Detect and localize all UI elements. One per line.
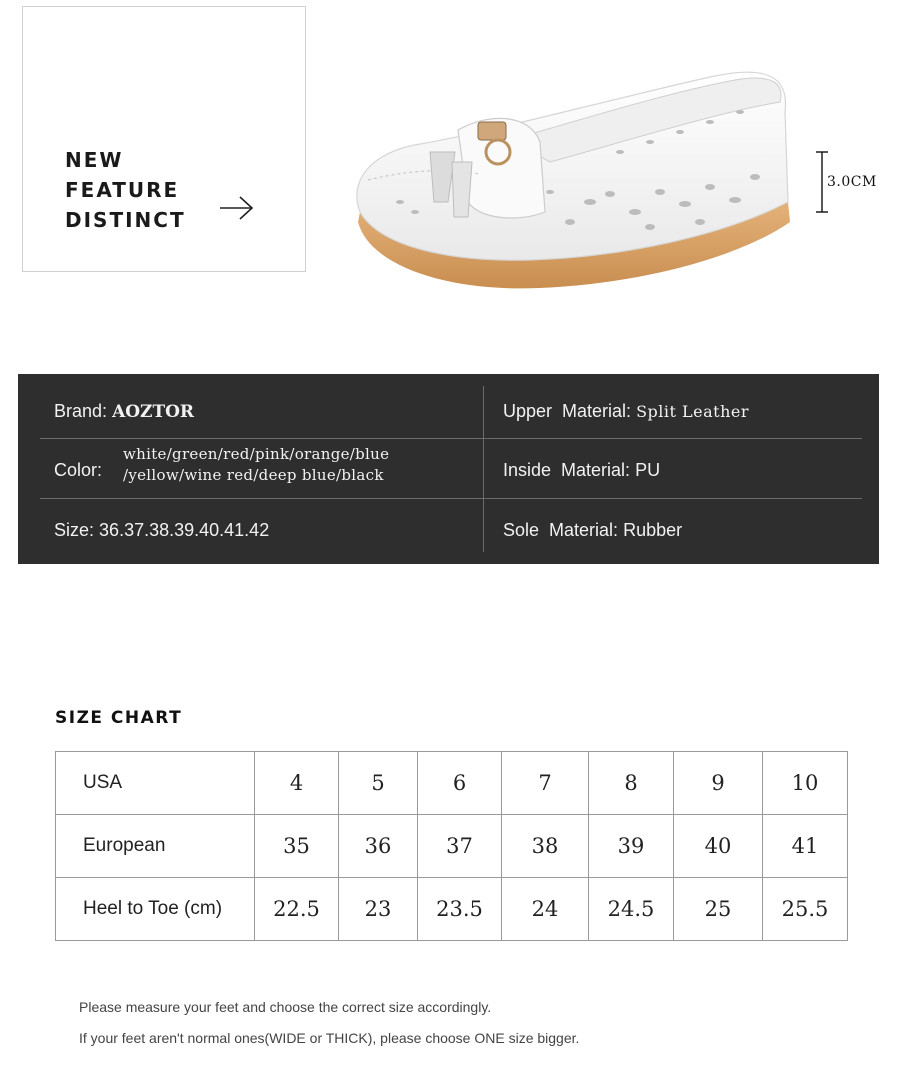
- spec-divider: [40, 498, 862, 499]
- table-cell: 23: [339, 878, 418, 941]
- table-cell: 39: [589, 815, 674, 878]
- table-cell: 8: [589, 752, 674, 815]
- spec-divider: [40, 438, 862, 439]
- brand-value: AOZTOR: [112, 402, 195, 422]
- color-key-label: Color:: [54, 460, 103, 480]
- table-cell: 4: [255, 752, 339, 815]
- feature-line-feature: FEATURE: [65, 178, 180, 202]
- table-cell: 23.5: [418, 878, 502, 941]
- table-cell: 7: [502, 752, 589, 815]
- table-cell: 24.5: [589, 878, 674, 941]
- inside-material-value: PU: [635, 460, 661, 480]
- table-cell: 22.5: [255, 878, 339, 941]
- size-note-bigger: If your feet aren't normal ones(WIDE or THICK), please choose ONE size bigger.: [79, 1030, 580, 1046]
- spec-column-divider: [483, 386, 484, 552]
- table-cell: 37: [418, 815, 502, 878]
- row-label-heel-to-toe: Heel to Toe (cm): [56, 878, 255, 941]
- color-value-line: white/green/red/pink/orange/blue: [123, 445, 390, 463]
- upper-material-spec: [503, 401, 749, 422]
- shoe-image: [340, 52, 810, 304]
- color-value-line: /yellow/wine red/deep blue/black: [123, 466, 384, 484]
- feature-heading: [65, 145, 186, 235]
- table-cell: 25: [674, 878, 763, 941]
- color-key: [54, 460, 102, 481]
- table-cell: 10: [763, 752, 848, 815]
- table-row: [56, 878, 848, 941]
- sole-material-value: Rubber: [623, 520, 683, 540]
- heel-height-label: 3.0CM: [827, 174, 877, 190]
- table-cell: 5: [339, 752, 418, 815]
- sole-material-key: Sole Material:: [503, 520, 619, 540]
- table-cell: 25.5: [763, 878, 848, 941]
- size-key: Size:: [54, 520, 95, 540]
- upper-material-key: Upper Material:: [503, 401, 632, 421]
- size-spec: [54, 520, 269, 541]
- table-cell: 40: [674, 815, 763, 878]
- size-chart-title: SIZE CHART: [55, 708, 183, 728]
- table-cell: 9: [674, 752, 763, 815]
- size-note-measure: Please measure your feet and choose the correct size accordingly.: [79, 999, 492, 1015]
- table-row: [56, 752, 848, 815]
- color-value: [123, 444, 389, 486]
- upper-material-value: Split Leather: [636, 402, 750, 421]
- table-cell: 41: [763, 815, 848, 878]
- row-label-european: European: [56, 815, 255, 878]
- feature-line-new: NEW: [65, 148, 124, 172]
- spec-panel: [18, 374, 879, 564]
- arrow-right-icon: [219, 195, 255, 221]
- size-value: 36.37.38.39.40.41.42: [99, 520, 270, 540]
- table-cell: 38: [502, 815, 589, 878]
- feature-line-distinct: DISTINCT: [65, 208, 186, 232]
- table-cell: 6: [418, 752, 502, 815]
- inside-material-spec: [503, 460, 660, 481]
- table-cell: 35: [255, 815, 339, 878]
- brand-spec: [54, 401, 194, 422]
- size-chart-table: [55, 751, 848, 941]
- brand-key: Brand:: [54, 401, 108, 421]
- table-row: [56, 815, 848, 878]
- table-cell: 24: [502, 878, 589, 941]
- row-label-usa: USA: [56, 752, 255, 815]
- feature-box: [22, 6, 306, 272]
- sole-material-spec: [503, 520, 682, 541]
- inside-material-key: Inside Material:: [503, 460, 631, 480]
- table-cell: 36: [339, 815, 418, 878]
